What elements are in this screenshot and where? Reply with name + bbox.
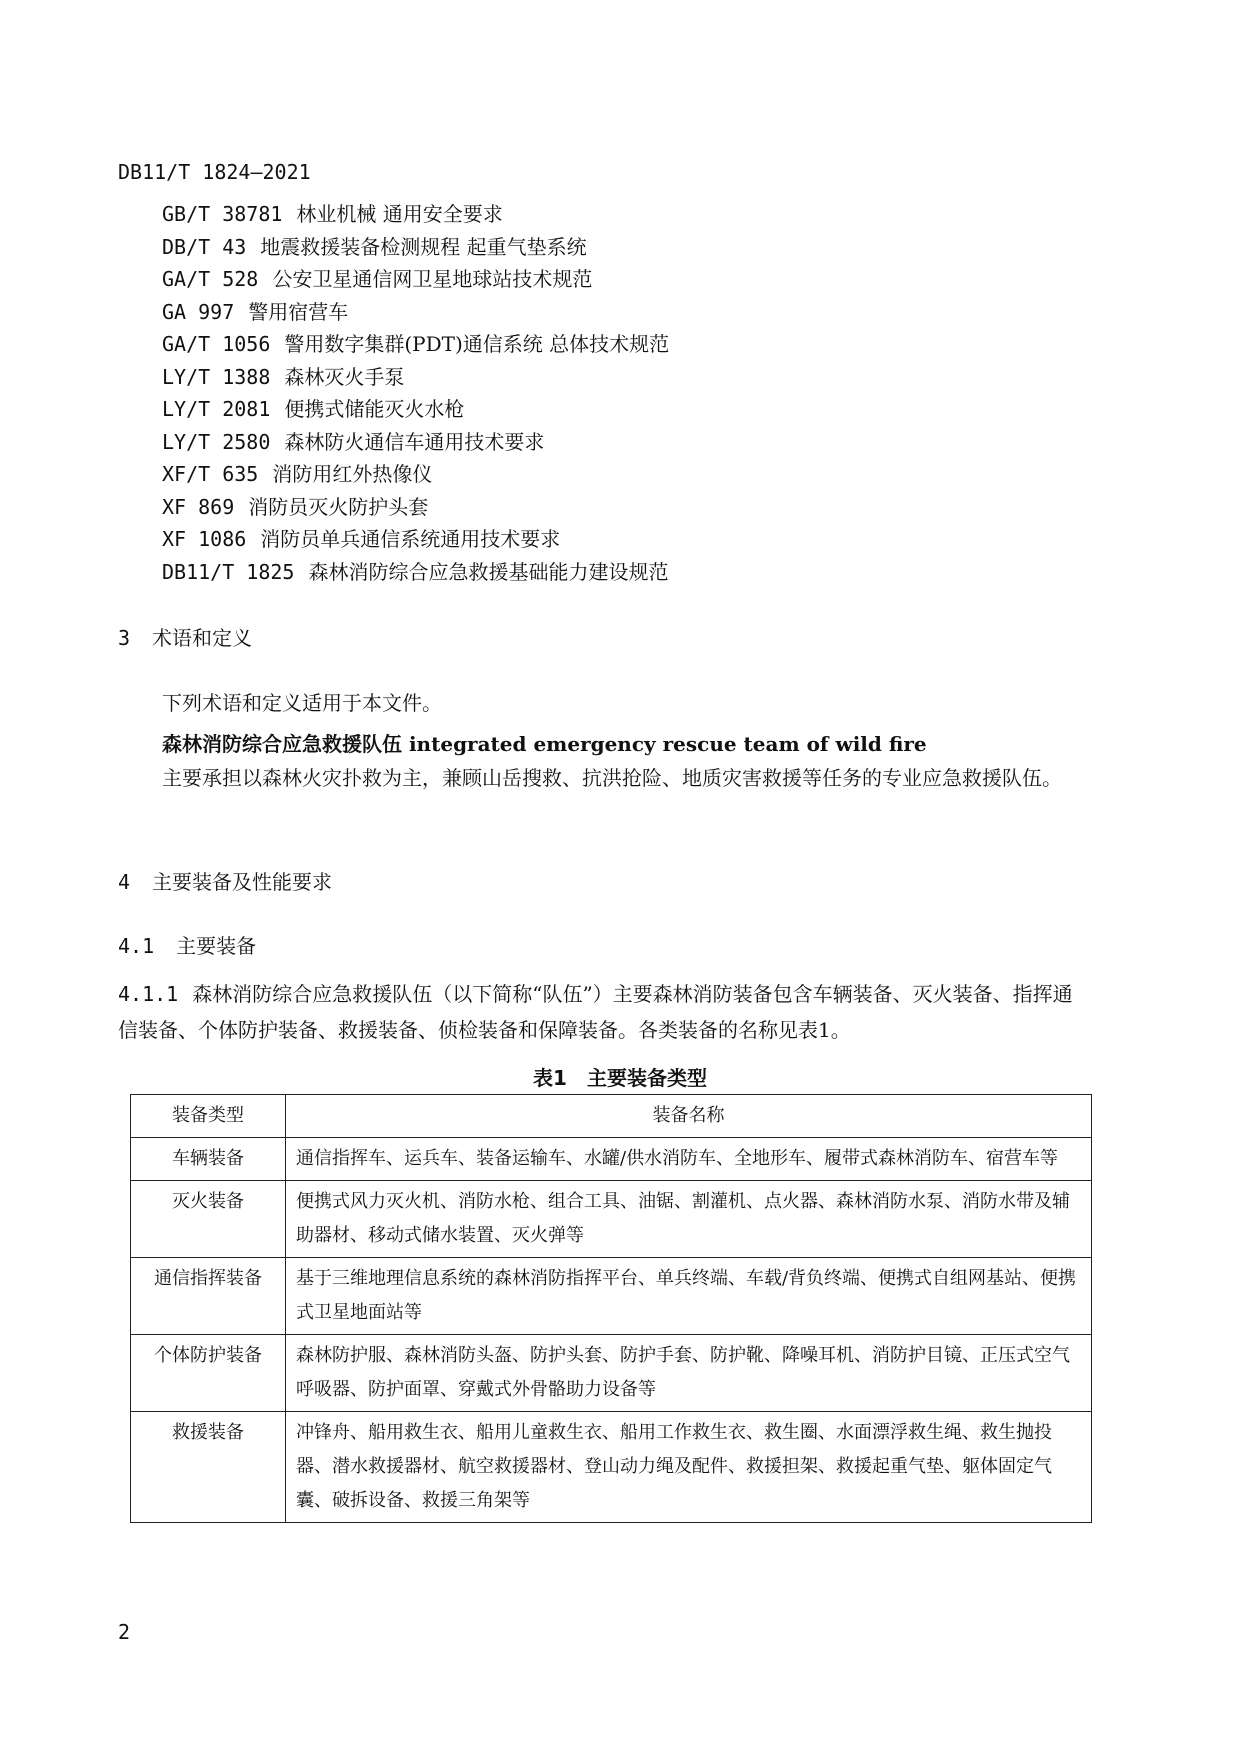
reference-item: [162, 491, 669, 524]
reference-item: [162, 198, 669, 231]
section-4-1-heading: [118, 930, 256, 959]
page-number: 2: [118, 1620, 131, 1644]
section-number: 4: [118, 870, 131, 894]
reference-code: LY/T 2081: [162, 397, 271, 421]
reference-item: [162, 296, 669, 329]
equipment-type-cell: 车辆装备: [131, 1138, 286, 1181]
reference-code: GB/T 38781: [162, 202, 283, 226]
reference-title: 警用宿营车: [248, 299, 349, 324]
table-header-row: [131, 1095, 1092, 1138]
reference-item: [162, 231, 669, 264]
reference-item: [162, 328, 669, 361]
reference-code: GA/T 1056: [162, 332, 271, 356]
reference-code: DB/T 43: [162, 234, 247, 259]
reference-code: XF 1086: [162, 527, 247, 551]
section-title: 术语和定义: [152, 626, 253, 650]
reference-item: [162, 263, 669, 296]
section-number: 4.1: [118, 934, 155, 958]
reference-item: [162, 393, 669, 426]
reference-item: [162, 361, 669, 394]
table-row: [131, 1412, 1092, 1523]
reference-title: 森林灭火手泵: [284, 364, 405, 389]
equipment-type-cell: 通信指挥装备: [131, 1258, 286, 1335]
reference-item: [162, 426, 669, 459]
clause-number: 4.1.1: [118, 982, 179, 1006]
reference-code: LY/T 1388: [162, 364, 271, 389]
section-4-heading: [118, 866, 332, 895]
clause-4-1-1: [118, 976, 1078, 1048]
section-3-intro: 下列术语和定义适用于本文件。: [162, 691, 442, 715]
section-title: 主要装备: [176, 934, 257, 958]
reference-title: 消防员灭火防护头套: [248, 494, 429, 519]
reference-code: XF/T 635: [162, 462, 259, 486]
reference-item: [162, 523, 669, 556]
table-row: [131, 1181, 1092, 1258]
normative-references-list: [162, 198, 669, 588]
reference-title: 地震救援装备检测规程 起重气垫系统: [260, 234, 587, 259]
reference-title: 林业机械 通用安全要求: [296, 202, 503, 226]
clause-text: 森林消防综合应急救援队伍（以下简称“队伍”）主要森林消防装备包含车辆装备、灭火装备、指挥通信装备、个体防护装备、救援装备、侦检装备和保障装备。各类装备的名称见表1。: [118, 982, 1073, 1042]
equipment-names-cell: 通信指挥车、运兵车、装备运输车、水罐/供水消防车、全地形车、履带式森林消防车、宿营车等: [286, 1138, 1092, 1181]
reference-code: LY/T 2580: [162, 429, 271, 454]
term-entry: 森林消防综合应急救援队伍 integrated emergency rescue team of wild fire: [162, 732, 927, 756]
equipment-names-cell: 便携式风力灭火机、消防水枪、组合工具、油锯、割灌机、点火器、森林消防水泵、消防水带及辅助器材、移动式储水装置、灭火弹等: [286, 1181, 1092, 1258]
reference-title: 森林消防综合应急救援基础能力建设规范: [308, 559, 669, 584]
section-3-heading: [118, 622, 252, 651]
document-id: DB11/T 1824—2021: [118, 160, 311, 184]
reference-title: 警用数字集群(PDT)通信系统 总体技术规范: [284, 332, 670, 356]
equipment-types-table: [130, 1094, 1092, 1523]
reference-title: 消防员单兵通信系统通用技术要求: [260, 527, 561, 551]
equipment-type-cell: 个体防护装备: [131, 1335, 286, 1412]
reference-code: GA/T 528: [162, 267, 259, 291]
equipment-names-cell: 基于三维地理信息系统的森林消防指挥平台、单兵终端、车载/背负终端、便携式自组网基站、便携式卫星地面站等: [286, 1258, 1092, 1335]
reference-code: XF 869: [162, 494, 235, 519]
table-row: [131, 1138, 1092, 1181]
table-caption: 表1 主要装备类型: [533, 1066, 707, 1090]
table-row: [131, 1258, 1092, 1335]
table-header-cell: 装备名称: [286, 1095, 1092, 1138]
reference-title: 消防用红外热像仪: [272, 462, 433, 486]
equipment-names-cell: 冲锋舟、船用救生衣、船用儿童救生衣、船用工作救生衣、救生圈、水面漂浮救生绳、救生抛投器、潜水救援器材、航空救援器材、登山动力绳及配件、救援担架、救援起重气垫、躯体固定气囊、破拆设备、救援三角架等: [286, 1412, 1092, 1523]
reference-item: [162, 458, 669, 491]
term-definition: 主要承担以森林火灾扑救为主，兼顾山岳搜救、抗洪抢险、地质灾害救援等任务的专业应急救援队伍。: [162, 766, 1062, 790]
equipment-type-cell: 灭火装备: [131, 1181, 286, 1258]
reference-title: 便携式储能灭火水枪: [284, 397, 465, 421]
table-row: [131, 1335, 1092, 1412]
reference-title: 公安卫星通信网卫星地球站技术规范: [272, 267, 593, 291]
equipment-type-cell: 救援装备: [131, 1412, 286, 1523]
reference-item: [162, 556, 669, 589]
reference-code: DB11/T 1825: [162, 559, 295, 584]
table-header-cell: 装备类型: [131, 1095, 286, 1138]
section-title: 主要装备及性能要求: [152, 870, 333, 894]
section-number: 3: [118, 626, 131, 650]
reference-title: 森林防火通信车通用技术要求: [284, 429, 545, 454]
equipment-names-cell: 森林防护服、森林消防头盔、防护头套、防护手套、防护靴、降噪耳机、消防护目镜、正压式空气呼吸器、防护面罩、穿戴式外骨骼助力设备等: [286, 1335, 1092, 1412]
reference-code: GA 997: [162, 299, 235, 324]
